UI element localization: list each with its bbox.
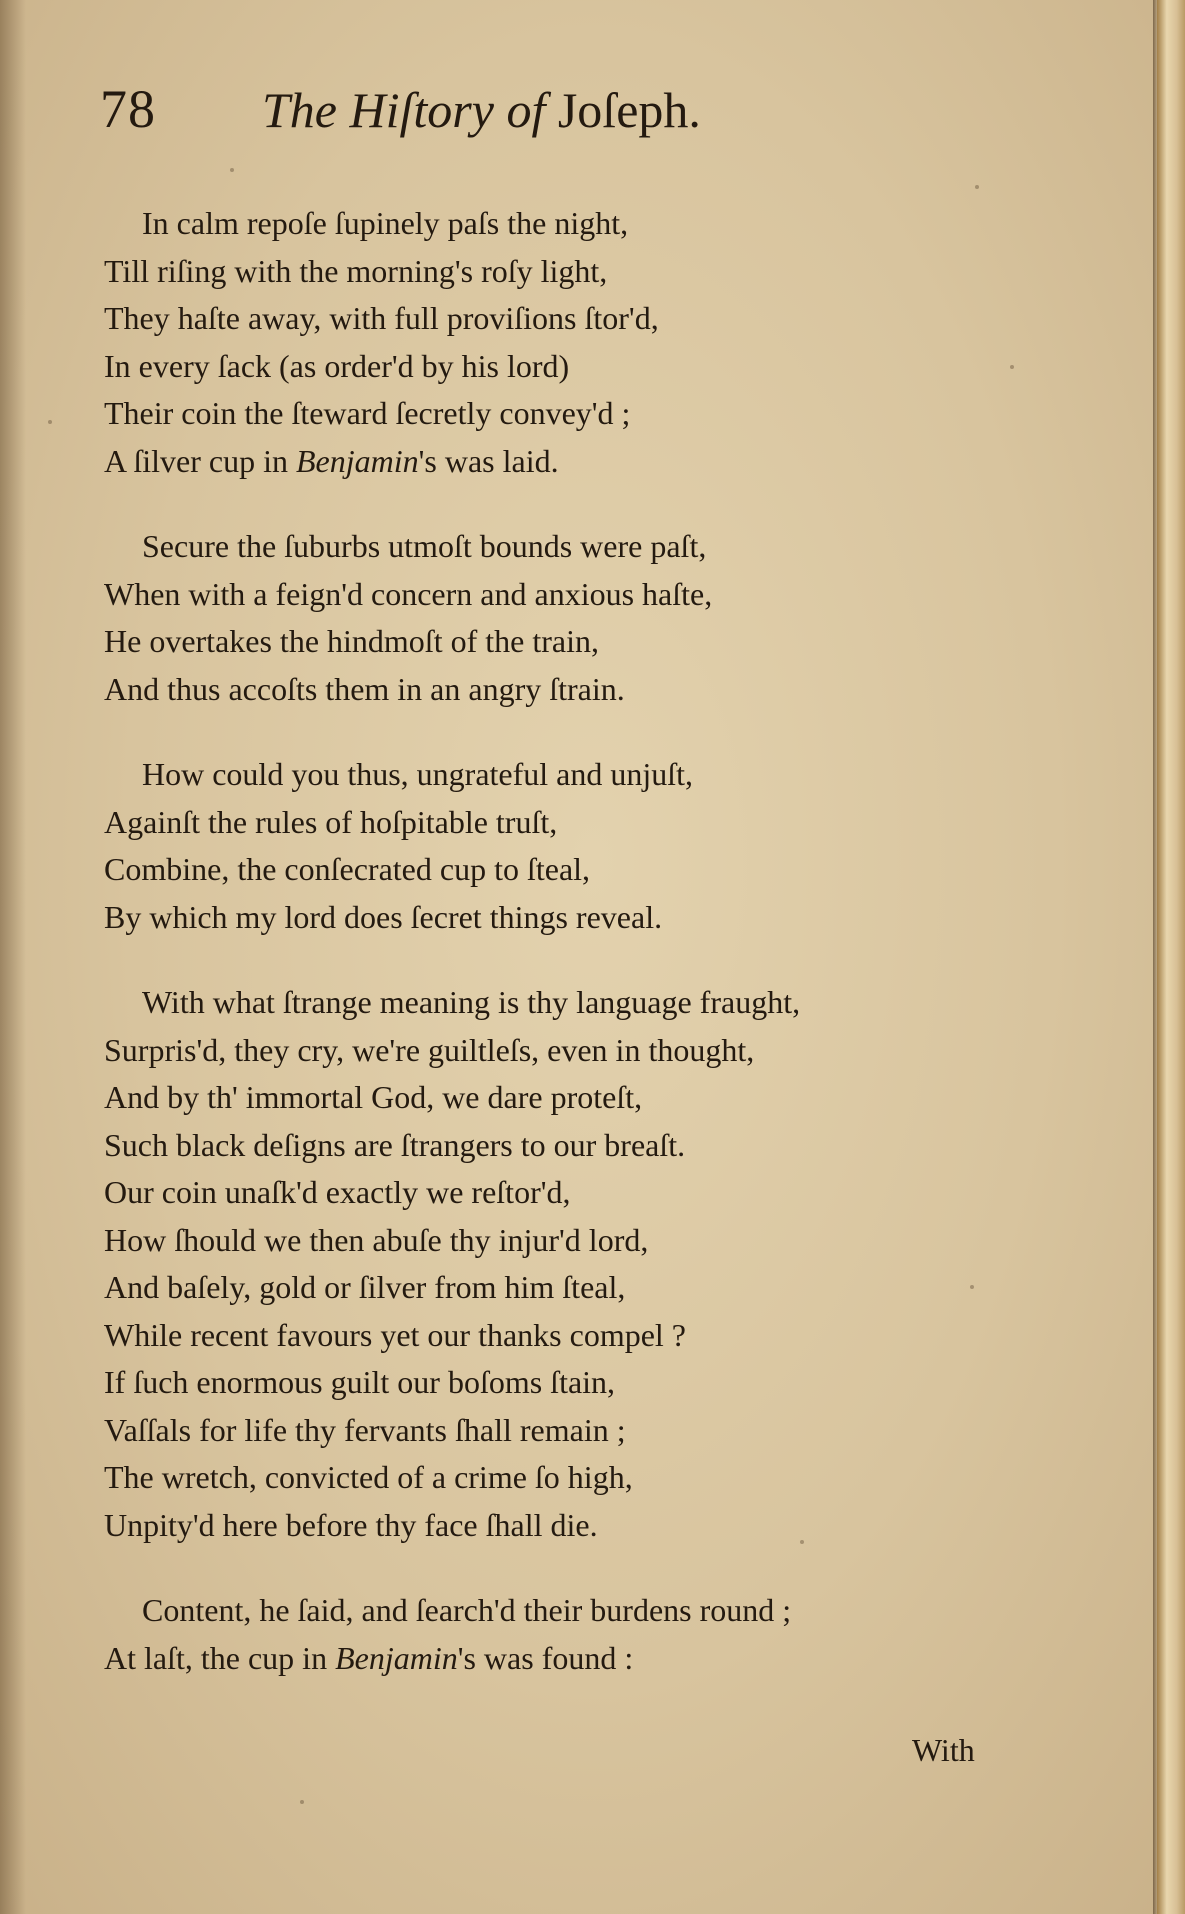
poem-line: Surpris'd, they cry, we're guiltleſs, even in thought, — [104, 1031, 755, 1068]
poem-line: In calm repoſe ſupinely paſs the night, — [142, 205, 629, 241]
poem-line: And baſely, gold or ſilver from him ſteal, — [104, 1269, 626, 1305]
line-text: A ſilver cup in — [104, 442, 296, 479]
poem-line: Againſt the rules of hoſpitable truſt, — [104, 803, 558, 840]
stanza — [104, 523, 1034, 713]
line-text: 's was laid. — [418, 442, 559, 479]
poem-line — [104, 438, 1034, 486]
poem-line: In every ſack (as order'd by his lord) — [104, 347, 570, 384]
poem-line: With what ſtrange meaning is thy language fraught, — [142, 984, 801, 1020]
poem-line: Such black deſigns are ſtrangers to our breaſt. — [104, 1126, 686, 1163]
poem-line: Our coin unaſk'd exactly we reſtor'd, — [104, 1174, 571, 1210]
paper-speck — [48, 420, 52, 424]
title-word: of — [506, 82, 546, 138]
poem-line: Unpity'd here before thy face ſhall die. — [104, 1506, 598, 1543]
stanza — [104, 979, 1034, 1549]
binding-shadow — [0, 0, 26, 1914]
poem-line: And thus accoſts them in an angry ſtrain. — [104, 670, 625, 707]
title-word: Hiſtory — [349, 82, 494, 138]
title-word: The — [262, 82, 337, 138]
paper-speck — [230, 168, 234, 172]
catchword: With — [912, 1732, 975, 1768]
poem-line: If ſuch enormous guilt our boſoms ſtain, — [104, 1364, 616, 1400]
poem-line: The wretch, convicted of a crime ſo high, — [104, 1459, 633, 1495]
running-header — [100, 78, 701, 148]
stanza — [104, 751, 1034, 941]
poem-line: By which my lord does ſecret things reveal. — [104, 898, 663, 935]
poem-line: Secure the ſuburbs utmoſt bounds were paſt, — [142, 528, 707, 564]
stanza — [104, 200, 1034, 485]
stanza — [104, 1587, 1034, 1682]
poem-line: Their coin the ſteward ſecretly convey'd ; — [104, 395, 631, 431]
poem-line: When with a feign'd concern and anxious haſte, — [104, 575, 713, 612]
poem-line: Till riſing with the morning's roſy light, — [104, 252, 608, 289]
poem-line — [104, 1635, 1034, 1683]
page-edge — [1157, 0, 1185, 1914]
poem-line: Vaſſals for life thy fervants ſhall remain ; — [104, 1411, 626, 1448]
poem-line: Combine, the conſecrated cup to ſteal, — [104, 851, 591, 887]
paper-speck — [975, 185, 979, 189]
poem-line: While recent favours yet our thanks compel ? — [104, 1316, 686, 1353]
poem-line: How ſhould we then abuſe thy injur'd lord, — [104, 1221, 649, 1258]
poem-line: And by th' immortal God, we dare proteſt, — [104, 1079, 643, 1115]
running-title — [262, 81, 701, 139]
proper-name: Benjamin — [335, 1639, 458, 1676]
title-word: Joſeph. — [557, 82, 701, 138]
poem-line: They haſte away, with full proviſions ſtor'd, — [104, 300, 659, 336]
poem-line: How could you thus, ungrateful and unjuſt, — [142, 756, 694, 792]
poem-line: He overtakes the hindmoſt of the train, — [104, 623, 599, 659]
poem-line: Content, he ſaid, and ſearch'd their burdens round ; — [142, 1592, 792, 1628]
paper-speck — [300, 1800, 304, 1804]
page-number: 78 — [100, 79, 156, 139]
line-text: At laſt, the cup in — [104, 1639, 336, 1676]
proper-name: Benjamin — [295, 442, 419, 479]
line-text: 's was found : — [457, 1639, 634, 1676]
poem-body — [104, 200, 1034, 1720]
